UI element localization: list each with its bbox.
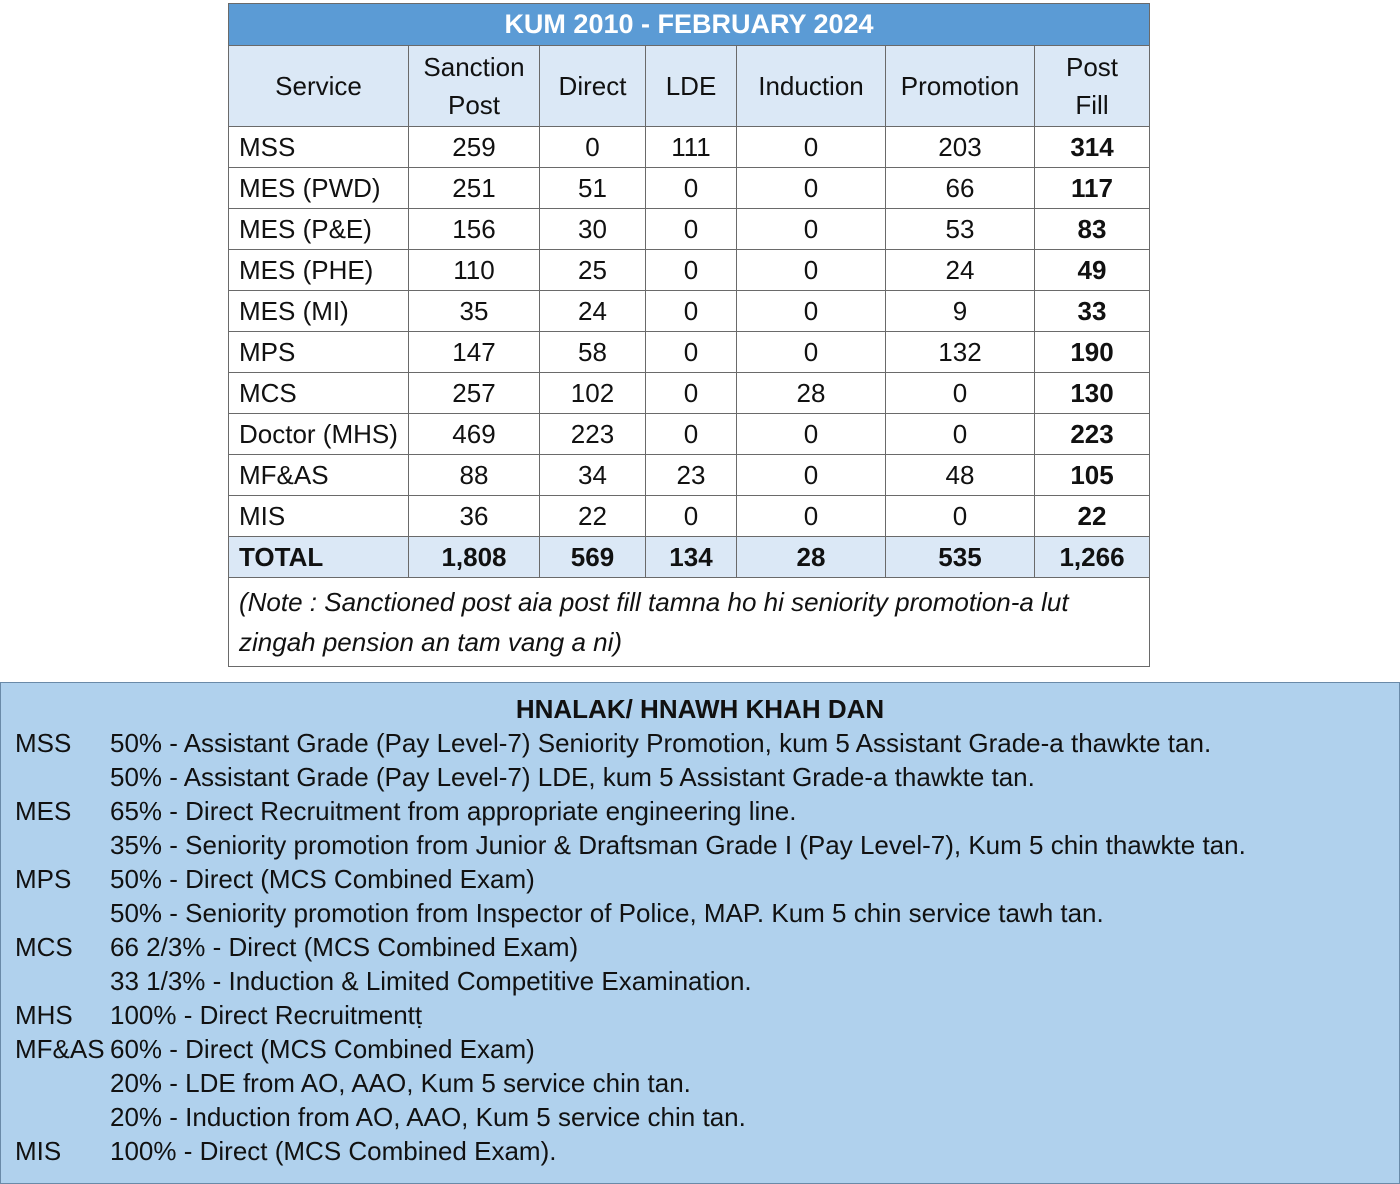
cell-lde: 0: [646, 209, 737, 250]
cell-lde: 0: [646, 373, 737, 414]
cell-sanction: 88: [409, 455, 540, 496]
cell-promotion: 24: [886, 250, 1035, 291]
cell-induction: 0: [737, 209, 886, 250]
rule-text: 35% - Seniority promotion from Junior & Draftsman Grade I (Pay Level-7), Kum 5 chin thawkte tan.: [110, 830, 1246, 860]
cell-service: MPS: [229, 332, 409, 373]
rule-line: [1, 998, 1399, 1032]
recruitment-table-container: [228, 3, 1149, 667]
cell-service: MCS: [229, 373, 409, 414]
cell-fill: 314: [1035, 127, 1150, 168]
cell-induction: 0: [737, 414, 886, 455]
total-sanction: 1,808: [409, 537, 540, 578]
cell-induction: 0: [737, 168, 886, 209]
cell-fill: 130: [1035, 373, 1150, 414]
total-label: TOTAL: [229, 537, 409, 578]
cell-fill: 223: [1035, 414, 1150, 455]
rule-service: MF&AS: [15, 1034, 105, 1064]
rule-text: 20% - Induction from AO, AAO, Kum 5 service chin tan.: [110, 1102, 746, 1132]
cell-induction: 0: [737, 127, 886, 168]
cell-direct: 22: [540, 496, 646, 537]
header-sanction-post: Sanction Post: [409, 46, 540, 127]
cell-induction: 0: [737, 250, 886, 291]
rule-service: [1, 1066, 110, 1100]
rule-line: [1, 1032, 1399, 1066]
cell-promotion: 203: [886, 127, 1035, 168]
rule-service: [1, 896, 110, 930]
rule-line: [1, 896, 1399, 930]
rule-service: MCS: [15, 932, 73, 962]
total-lde: 134: [646, 537, 737, 578]
cell-induction: 0: [737, 455, 886, 496]
cell-fill: 83: [1035, 209, 1150, 250]
rule-text: 100% - Direct (MCS Combined Exam).: [110, 1136, 557, 1166]
table-row: [229, 496, 1150, 537]
cell-induction: 0: [737, 496, 886, 537]
rule-text: 50% - Assistant Grade (Pay Level-7) Seniority Promotion, kum 5 Assistant Grade-a thawkte tan.: [110, 728, 1212, 758]
cell-service: MSS: [229, 127, 409, 168]
cell-fill: 49: [1035, 250, 1150, 291]
rule-text: 33 1/3% - Induction & Limited Competitive Examination.: [110, 966, 752, 996]
cell-direct: 102: [540, 373, 646, 414]
cell-service: MES (MI): [229, 291, 409, 332]
table-row: [229, 414, 1150, 455]
rule-service: [1, 1100, 110, 1134]
cell-direct: 30: [540, 209, 646, 250]
total-post-fill: 1,266: [1035, 537, 1150, 578]
rule-text: 20% - LDE from AO, AAO, Kum 5 service chin tan.: [110, 1068, 691, 1098]
rule-service: MES: [15, 796, 72, 826]
table-row: [229, 291, 1150, 332]
cell-induction: 0: [737, 332, 886, 373]
table-row: [229, 168, 1150, 209]
header-service: Service: [229, 46, 409, 127]
rule-service: MIS: [15, 1136, 62, 1166]
rule-line: [1, 828, 1399, 862]
cell-sanction: 257: [409, 373, 540, 414]
cell-sanction: 251: [409, 168, 540, 209]
cell-service: MIS: [229, 496, 409, 537]
cell-lde: 0: [646, 414, 737, 455]
cell-fill: 105: [1035, 455, 1150, 496]
rule-line: [1, 930, 1399, 964]
cell-direct: 223: [540, 414, 646, 455]
cell-promotion: 48: [886, 455, 1035, 496]
rules-title: HNALAK/ HNAWH KHAH DAN: [515, 694, 885, 724]
table-row: [229, 127, 1150, 168]
table-row: [229, 455, 1150, 496]
cell-service: MES (P&E): [229, 209, 409, 250]
cell-sanction: 469: [409, 414, 540, 455]
cell-fill: 190: [1035, 332, 1150, 373]
table-title: KUM 2010 - FEBRUARY 2024: [229, 4, 1150, 46]
cell-promotion: 53: [886, 209, 1035, 250]
cell-direct: 0: [540, 127, 646, 168]
table-note: (Note : Sanctioned post aia post fill tamna ho hi seniority promotion-a lut zingah pension an tam vang a ni): [229, 578, 1150, 667]
cell-service: Doctor (MHS): [229, 414, 409, 455]
rule-text: 50% - Direct (MCS Combined Exam): [110, 864, 535, 894]
header-post-fill: Post Fill: [1035, 46, 1150, 127]
table-header-row: [229, 46, 1150, 127]
cell-sanction: 147: [409, 332, 540, 373]
table-row: [229, 209, 1150, 250]
cell-promotion: 0: [886, 496, 1035, 537]
cell-fill: 33: [1035, 291, 1150, 332]
cell-lde: 0: [646, 496, 737, 537]
total-direct: 569: [540, 537, 646, 578]
cell-lde: 0: [646, 291, 737, 332]
rule-line: [1, 964, 1399, 998]
cell-direct: 34: [540, 455, 646, 496]
rule-line: [1, 1066, 1399, 1100]
rule-text: 60% - Direct (MCS Combined Exam): [110, 1034, 535, 1064]
rule-service: [1, 964, 110, 998]
rule-line: [1, 1134, 1399, 1168]
cell-service: MF&AS: [229, 455, 409, 496]
rule-service: MSS: [15, 728, 72, 758]
header-promotion: Promotion: [886, 46, 1035, 127]
cell-service: MES (PWD): [229, 168, 409, 209]
rule-text: 100% - Direct Recruitmentṭ: [110, 1000, 423, 1030]
cell-sanction: 259: [409, 127, 540, 168]
cell-sanction: 110: [409, 250, 540, 291]
recruitment-table: [228, 3, 1150, 667]
cell-fill: 117: [1035, 168, 1150, 209]
rule-service: [1, 828, 110, 862]
header-direct: Direct: [540, 46, 646, 127]
cell-sanction: 156: [409, 209, 540, 250]
table-row: [229, 332, 1150, 373]
table-row: [229, 373, 1150, 414]
cell-direct: 24: [540, 291, 646, 332]
cell-promotion: 132: [886, 332, 1035, 373]
cell-direct: 51: [540, 168, 646, 209]
cell-lde: 0: [646, 168, 737, 209]
cell-direct: 25: [540, 250, 646, 291]
cell-lde: 111: [646, 127, 737, 168]
header-lde: LDE: [646, 46, 737, 127]
table-total-row: [229, 537, 1150, 578]
cell-promotion: 0: [886, 414, 1035, 455]
rule-service: [1, 760, 110, 794]
rule-service: MPS: [15, 864, 72, 894]
cell-promotion: 9: [886, 291, 1035, 332]
cell-sanction: 35: [409, 291, 540, 332]
rule-service: MHS: [15, 1000, 73, 1030]
cell-lde: 23: [646, 455, 737, 496]
rule-text: 66 2/3% - Direct (MCS Combined Exam): [110, 932, 579, 962]
rule-text: 50% - Seniority promotion from Inspector of Police, MAP. Kum 5 chin service tawh tan.: [110, 898, 1104, 928]
rules-list: [1, 726, 1399, 1168]
rule-text: 65% - Direct Recruitment from appropriate engineering line.: [110, 796, 797, 826]
cell-promotion: 0: [886, 373, 1035, 414]
cell-lde: 0: [646, 250, 737, 291]
cell-service: MES (PHE): [229, 250, 409, 291]
cell-lde: 0: [646, 332, 737, 373]
cell-induction: 28: [737, 373, 886, 414]
cell-sanction: 36: [409, 496, 540, 537]
cell-promotion: 66: [886, 168, 1035, 209]
cell-fill: 22: [1035, 496, 1150, 537]
rule-line: [1, 760, 1399, 794]
rule-line: [1, 862, 1399, 896]
cell-induction: 0: [737, 291, 886, 332]
total-induction: 28: [737, 537, 886, 578]
table-row: [229, 250, 1150, 291]
header-induction: Induction: [737, 46, 886, 127]
cell-direct: 58: [540, 332, 646, 373]
recruitment-rules-box: [0, 682, 1400, 1184]
rule-line: [1, 1100, 1399, 1134]
rule-line: [1, 794, 1399, 828]
rule-line: [1, 726, 1399, 760]
total-promotion: 535: [886, 537, 1035, 578]
rule-text: 50% - Assistant Grade (Pay Level-7) LDE, kum 5 Assistant Grade-a thawkte tan.: [110, 762, 1035, 792]
